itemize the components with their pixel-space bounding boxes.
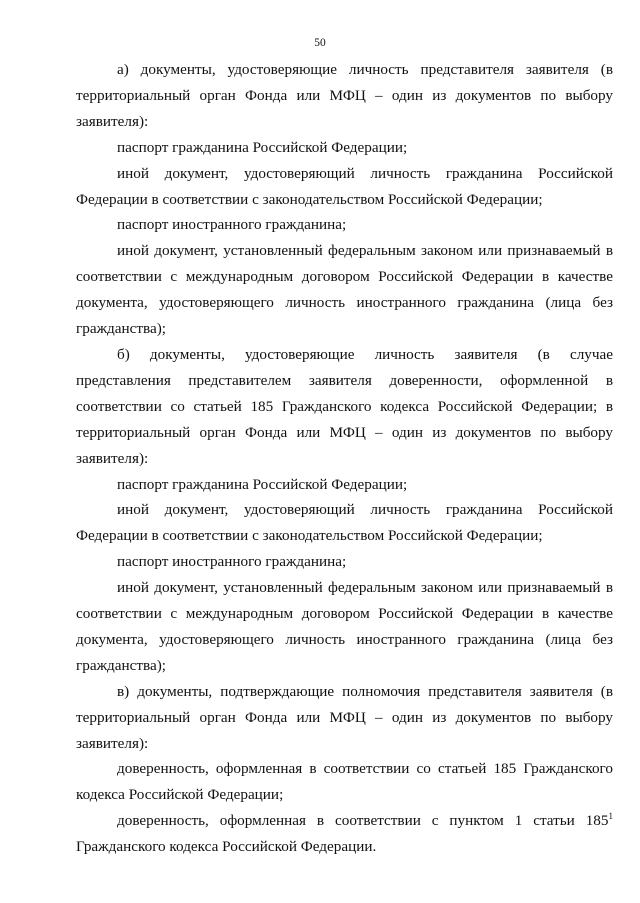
paragraph-other-id-foreign: иной документ, установленный федеральным законом или признаваемый в соответствии с международным договором Российской Федерации в качестве документа, удостоверяющего личность иностранного гражданина (лица без гражданства); bbox=[76, 579, 613, 674]
text-before-superscript: доверенность, оформленная в соответствии с пунктом 1 статьи 185 bbox=[117, 812, 609, 830]
page-number: 50 bbox=[314, 37, 326, 49]
text-after-superscript: Гражданского кодекса Российской Федерации. bbox=[76, 838, 377, 856]
paragraph-passport-rf: паспорт гражданина Российской Федерации; bbox=[117, 138, 408, 156]
paragraph-foreign-passport: паспорт иностранного гражданина; bbox=[117, 553, 347, 571]
paragraph-power-of-attorney: доверенность, оформленная в соответствии со статьей 185 Гражданского кодекса Российской Федерации; bbox=[76, 760, 613, 804]
document-body bbox=[76, 57, 613, 860]
paragraph-other-id-rf: иной документ, удостоверяющий личность гражданина Российской Федерации в соответствии с законодательством Российской Федерации; bbox=[76, 164, 613, 208]
superscript-article-number: 1 bbox=[608, 811, 613, 822]
paragraph-other-id-foreign: иной документ, установленный федеральным законом или признаваемый в соответствии с международным договором Российской Федерации в качестве документа, удостоверяющего личность иностранного гражданина (лица без гражданства); bbox=[76, 242, 613, 338]
paragraph-v-heading: в) документы, подтверждающие полномочия представителя заявителя (в территориальный орган Фонда или МФЦ – один из документов по выбору заявителя): bbox=[76, 682, 613, 752]
paragraph-foreign-passport: паспорт иностранного гражданина; bbox=[117, 216, 347, 234]
paragraph-passport-rf: паспорт гражданина Российской Федерации; bbox=[117, 475, 408, 493]
paragraph-other-id-rf: иной документ, удостоверяющий личность гражданина Российской Федерации в соответствии с законодательством Российской Федерации; bbox=[76, 501, 613, 545]
paragraph-a-heading: а) документы, удостоверяющие личность представителя заявителя (в территориальный орган Фонда или МФЦ – один из документов по выбору заявителя): bbox=[76, 61, 613, 130]
paragraph-b-heading: б) документы, удостоверяющие личность заявителя (в случае представления представителем заявителя доверенности, оформленной в соответствии со статьей 185 Гражданского кодекса Российской Федерации; в территориальный орган Фонда или МФЦ – один из документов по выбору заявителя): bbox=[76, 345, 613, 467]
paragraph-power-of-attorney-1851 bbox=[76, 808, 613, 860]
